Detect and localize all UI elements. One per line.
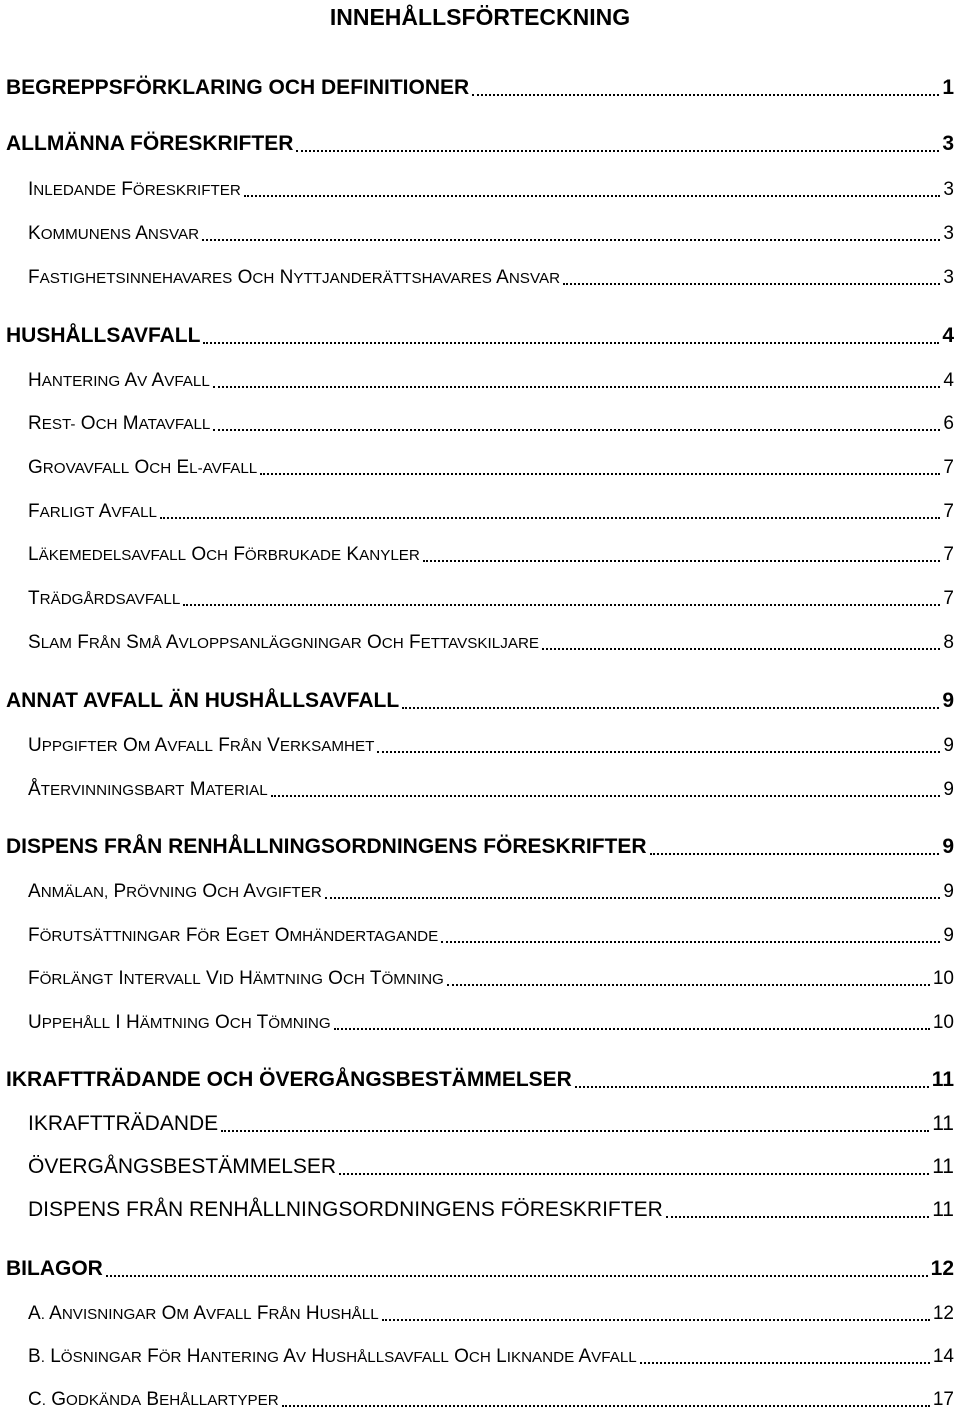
toc-entry-page: 12 [930,1257,954,1280]
toc-entry-page: 12 [932,1303,954,1324]
toc-entry[interactable] [0,1066,960,1098]
toc-entry-page: 11 [932,1112,954,1135]
dot-leader [296,150,939,152]
toc-entry[interactable] [0,409,960,441]
toc-entry[interactable] [0,921,960,953]
toc-entry-label: UPPEHÅLL I HÄMTNING OCH TÖMNING [28,1012,331,1033]
dot-leader [325,897,941,899]
toc-title: INNEHÅLLSFÖRTECKNING [329,4,631,30]
dot-leader [260,473,940,475]
toc-entry-label: ANMÄLAN, PRÖVNING OCH AVGIFTER [28,881,322,902]
dot-leader [441,941,940,943]
dot-leader [183,604,940,606]
dot-leader [382,1319,930,1321]
toc-entry-page: 14 [932,1346,954,1367]
dot-leader [542,648,940,650]
toc-entry-label: C. GODKÄNDA BEHÅLLARTYPER [28,1389,279,1410]
dot-leader [650,853,940,855]
toc-entry-page: 4 [942,324,954,347]
dot-leader [339,1173,929,1175]
toc-entry-label: FÖRUTSÄTTNINGAR FÖR EGET OMHÄNDERTAGANDE [28,925,439,946]
dot-leader [213,429,940,431]
toc-entry-label: ÅTERVINNINGSBART MATERIAL [28,779,268,800]
toc-entry-page: 17 [932,1389,954,1410]
toc-entry-label: ANNAT AVFALL ÄN HUSHÅLLSAVFALL [6,689,400,712]
toc-entry-page: 4 [943,370,954,391]
toc-entry-label: HUSHÅLLSAVFALL [6,324,201,347]
toc-entry-label: B. LÖSNINGAR FÖR HANTERING AV HUSHÅLLSAVFALL OCH LIKNANDE AVFALL [28,1346,637,1367]
toc-entry-label: ÖVERGÅNGSBESTÄMMELSER [28,1155,337,1178]
toc-entry-label: IKRAFTTRÄDANDE [28,1112,219,1135]
toc-entry-label: DISPENS FRÅN RENHÅLLNINGSORDNINGENS FÖRESKRIFTER [28,1198,663,1221]
toc-entry[interactable] [0,540,960,572]
toc-entry-label: HANTERING AV AVFALL [28,370,210,391]
toc-entry-page: 7 [943,501,954,522]
toc-entry[interactable] [0,1110,960,1142]
toc-entry-page: 11 [931,1068,954,1091]
toc-entry[interactable] [0,366,960,398]
toc-entry[interactable] [0,1153,960,1185]
toc-entry[interactable] [0,1299,960,1331]
dot-leader [575,1086,929,1088]
dot-leader [472,94,939,96]
toc-entry-page: 7 [943,544,954,565]
dot-leader [423,560,941,562]
toc-entry[interactable] [0,497,960,529]
dot-leader [202,239,940,241]
toc-entry[interactable] [0,731,960,763]
toc-entry-page: 10 [932,968,954,989]
toc-entry-page: 9 [943,925,954,946]
toc-entry[interactable] [0,263,960,295]
toc-entry-page: 11 [932,1198,954,1221]
dot-leader [334,1028,930,1030]
dot-leader [106,1275,928,1277]
dot-leader [377,751,940,753]
toc-entry-label: FARLIGT AVFALL [28,501,157,522]
toc-entry-page: 3 [943,267,954,288]
toc-entry-page: 9 [942,689,954,712]
toc-entry[interactable] [0,833,960,865]
toc-entry[interactable] [0,1385,960,1417]
toc-entry[interactable] [0,74,960,106]
toc-entry-label: ALLMÄNNA FÖRESKRIFTER [6,132,294,155]
toc-entry[interactable] [0,175,960,207]
toc-entry[interactable] [0,1008,960,1040]
dot-leader [447,984,930,986]
toc-entry[interactable] [0,1255,960,1287]
toc-entry-label: FASTIGHETSINNEHAVARES OCH NYTTJANDERÄTTSHAVARES ANSVAR [28,267,561,288]
toc-entry-label: A. ANVISNINGAR OM AVFALL FRÅN HUSHÅLL [28,1303,379,1324]
toc-entry-label: FÖRLÄNGT INTERVALL VID HÄMTNING OCH TÖMNING [28,968,444,989]
toc-entry-label: INLEDANDE FÖRESKRIFTER [28,179,241,200]
dot-leader [666,1216,929,1218]
toc-entry-page: 9 [943,779,954,800]
toc-entry[interactable] [0,453,960,485]
toc-entry-page: 3 [942,132,954,155]
toc-entry-label: UPPGIFTER OM AVFALL FRÅN VERKSAMHET [28,735,375,756]
toc-entry-page: 8 [943,632,954,653]
toc-entry[interactable] [0,687,960,719]
toc-entry-label: REST- OCH MATAVFALL [28,413,211,434]
toc-entry[interactable] [0,130,960,162]
dot-leader [271,795,941,797]
toc-entry[interactable] [0,877,960,909]
toc-entry-label: BEGREPPSFÖRKLARING OCH DEFINITIONER [6,76,470,99]
dot-leader [203,342,939,344]
dot-leader [213,386,941,388]
toc-entry-page: 9 [943,881,954,902]
toc-entry-page: 10 [932,1012,954,1033]
dot-leader [563,283,940,285]
toc-entry-page: 9 [943,735,954,756]
dot-leader [402,707,939,709]
toc-entry-page: 11 [932,1155,954,1178]
toc-entry-page: 6 [943,413,954,434]
toc-entry-page: 7 [943,457,954,478]
toc-entry-page: 9 [942,835,954,858]
dot-leader [282,1405,930,1407]
toc-entry[interactable] [0,1196,960,1228]
toc-entry-label: KOMMUNENS ANSVAR [28,223,200,244]
toc-entry-label: TRÄDGÅRDSAVFALL [28,588,181,609]
toc-entry-page: 3 [943,179,954,200]
toc-entry[interactable] [0,1342,960,1374]
toc-entry[interactable] [0,964,960,996]
toc-entry-page: 1 [942,76,954,99]
toc-entry[interactable] [0,322,960,354]
dot-leader [221,1130,929,1132]
toc-entry-page: 3 [943,223,954,244]
toc-entry-label: DISPENS FRÅN RENHÅLLNINGSORDNINGENS FÖRESKRIFTER [6,835,647,858]
toc-entry-label: GROVAVFALL OCH EL-AVFALL [28,457,258,478]
toc-entry-label: SLAM FRÅN SMÅ AVLOPPSANLÄGGNINGAR OCH FETTAVSKILJARE [28,632,540,653]
dot-leader [640,1362,930,1364]
toc-entry-label: BILAGOR [6,1257,103,1280]
dot-leader [244,195,941,197]
dot-leader [160,517,940,519]
toc-entry[interactable] [0,775,960,807]
toc-entry[interactable] [0,219,960,251]
toc-entry[interactable] [0,628,960,660]
toc-entry[interactable] [0,584,960,616]
toc-entry-page: 7 [943,588,954,609]
toc-entry-label: LÄKEMEDELSAVFALL OCH FÖRBRUKADE KANYLER [28,544,420,565]
toc-entry-label: IKRAFTTRÄDANDE OCH ÖVERGÅNGSBESTÄMMELSER [6,1068,572,1091]
